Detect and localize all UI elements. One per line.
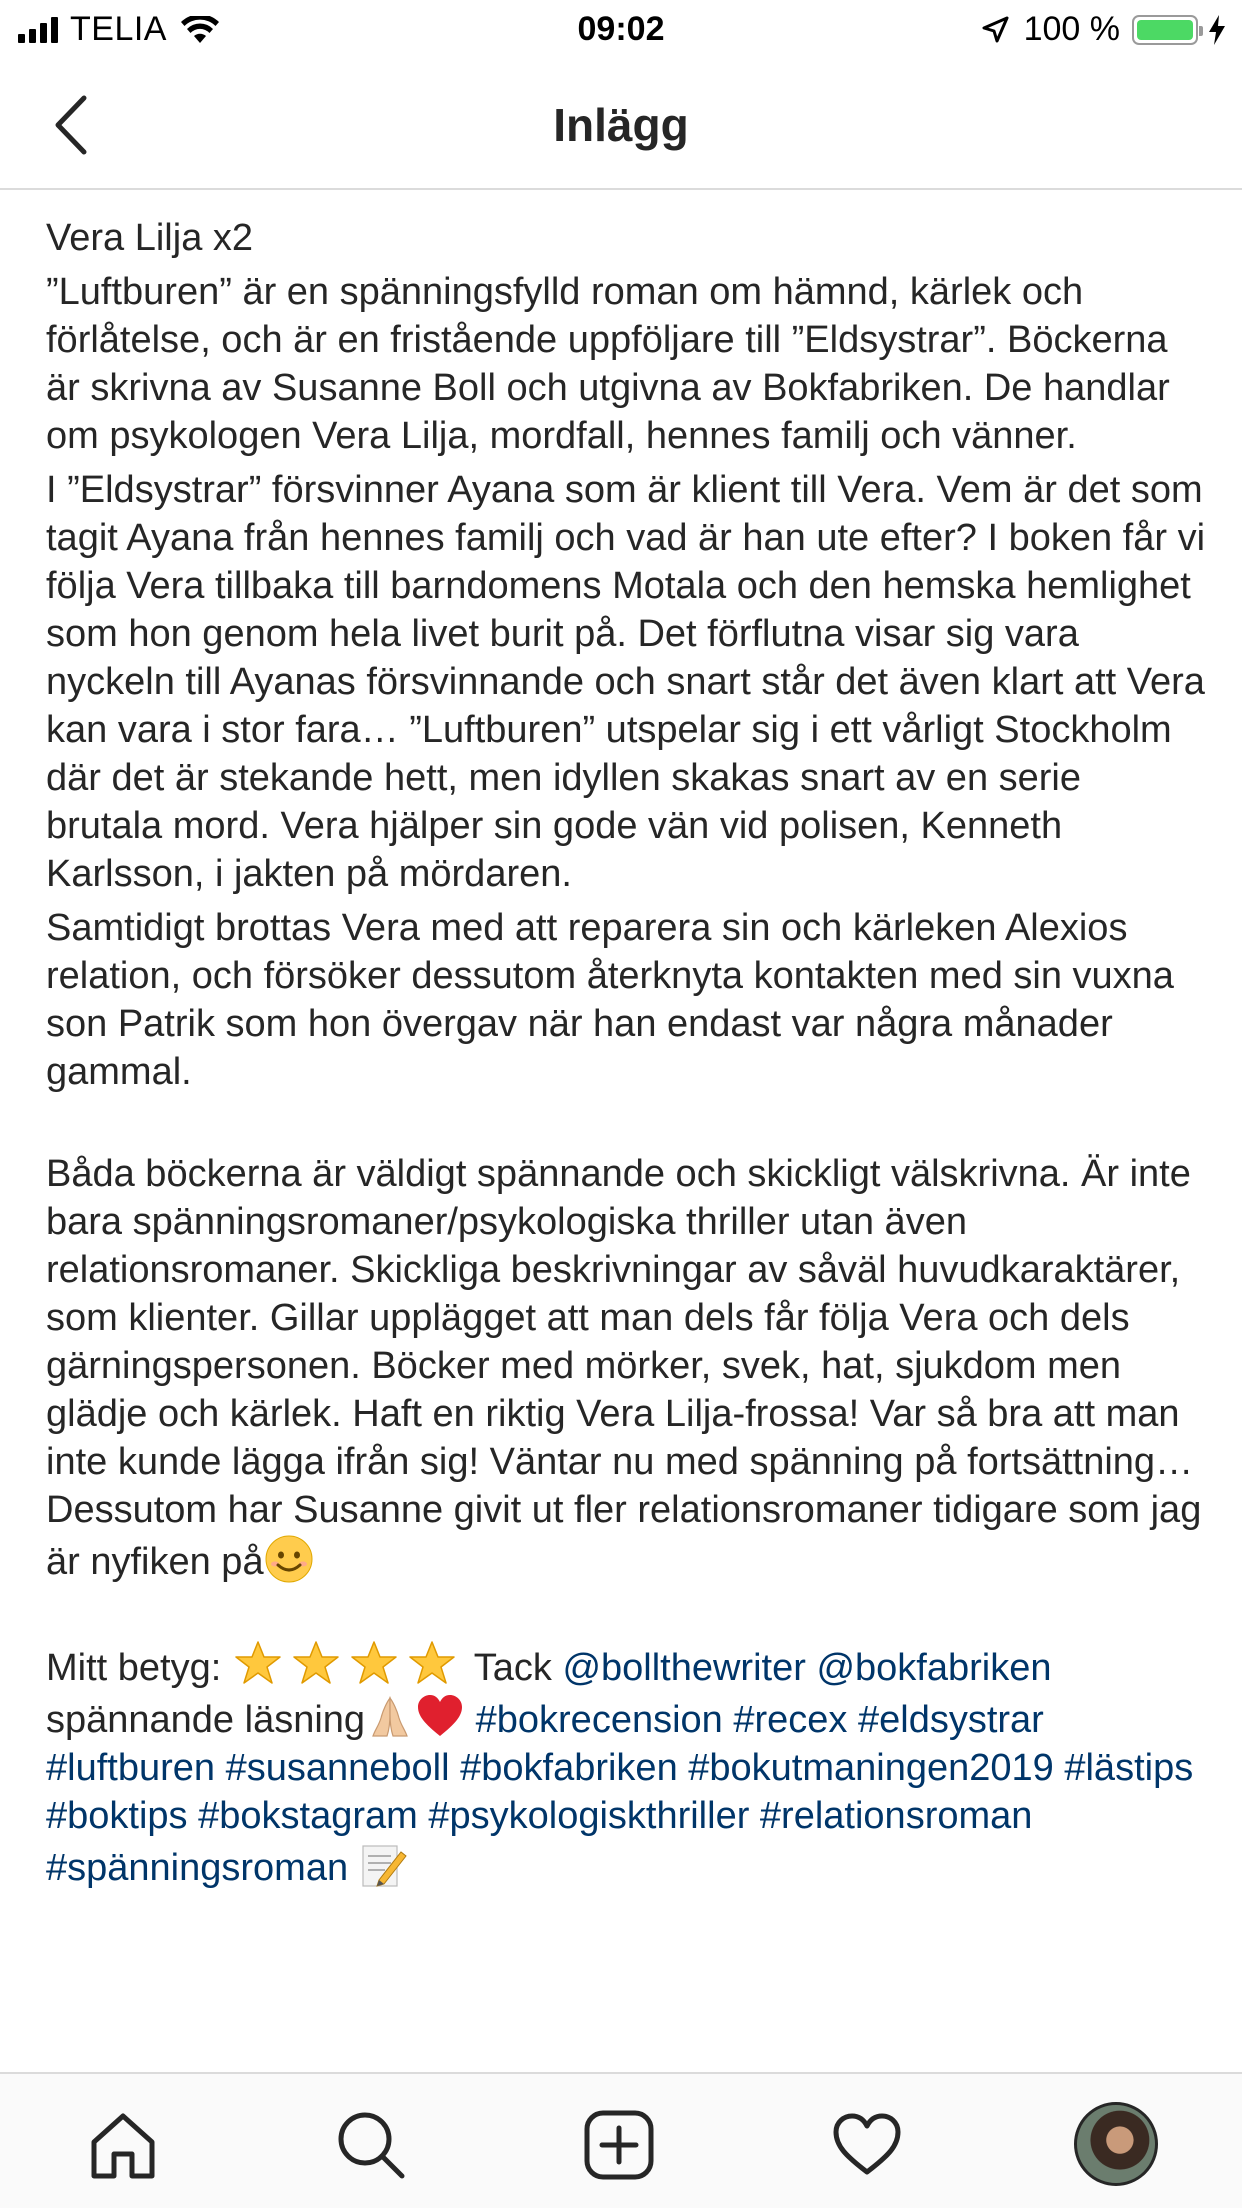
carrier-name: TELIA xyxy=(70,10,167,48)
page-title: Inlägg xyxy=(553,99,689,151)
hashtag-link[interactable]: #bokfabriken xyxy=(460,1747,678,1789)
tab-home[interactable] xyxy=(86,2108,160,2182)
star-emoji-icon xyxy=(232,1640,284,1686)
status-time: 09:02 xyxy=(577,10,665,48)
hashtag-link[interactable]: #bokutmaningen2019 xyxy=(688,1747,1054,1789)
hashtag-link[interactable]: #susanneboll xyxy=(225,1747,450,1789)
hashtag-link[interactable]: #bokstagram xyxy=(198,1795,418,1837)
location-arrow-icon xyxy=(980,15,1010,45)
star-emoji-icon xyxy=(290,1640,342,1686)
battery-percent: 100 % xyxy=(1023,10,1120,48)
caption-paragraph-4 xyxy=(46,1150,1206,1586)
tab-activity[interactable] xyxy=(830,2108,904,2182)
caption-paragraph-3: Samtidigt brottas Vera med att reparera sin och kärleken Alexios relation, och försöker dessutom återknyta kontakten med sin vuxna son Patrik som hon övergav när han endast var några månader gammal. xyxy=(46,907,1174,1093)
hashtag-link[interactable]: #bokrecension xyxy=(475,1699,723,1741)
hashtag-link[interactable]: #boktips xyxy=(46,1795,188,1837)
hashtag-link[interactable]: #relationsroman xyxy=(759,1795,1033,1837)
add-post-icon xyxy=(582,2108,656,2182)
status-right xyxy=(980,10,1228,49)
charging-bolt-icon xyxy=(1206,14,1228,46)
tab-new-post[interactable] xyxy=(582,2108,656,2182)
home-icon xyxy=(86,2108,160,2182)
rating-stars xyxy=(232,1647,464,1689)
nav-header xyxy=(0,60,1242,190)
thanks-label: Tack xyxy=(473,1647,552,1689)
spacer xyxy=(46,1102,1206,1150)
hashtag-link[interactable]: #spänningsroman xyxy=(46,1847,349,1889)
rating-label: Mitt betyg: xyxy=(46,1647,222,1689)
status-bar xyxy=(0,0,1242,60)
red-heart-emoji-icon xyxy=(415,1692,465,1742)
folded-hands-emoji-icon xyxy=(365,1692,415,1742)
caption-paragraph-1: ”Luftburen” är en spänningsfylld roman om hämnd, kärlek och förlåtelse, och är en fristående uppföljare till ”Eldsystrar”. Böckerna är skrivna av Susanne Boll och utgivna av Bokfabriken. De handlar om psykologen Vera Lilja, mordfall, hennes familj och vänner. xyxy=(46,271,1170,457)
caption-paragraph-2: I ”Eldsystrar” försvinner Ayana som är klient till Vera. Vem är det som tagit Ayana från hennes familj och vad är han ute efter? I boken får vi följa Vera tillbaka till barndomens Motala och den hemska hemlighet som hon genom hela livet burit på. Det förflutna visar sig vara nyckeln till Ayanas försvinnande och snart står det även klart att Vera kan vara i stor fara… ”Luftburen” utspelar sig i ett vårligt Stockholm där det är stekande hett, men idyllen skakas snart av en serie brutala mord. Vera hjälper sin gode vän vid polisen, Kenneth Karlsson, i jakten på mördaren. xyxy=(46,469,1206,895)
star-emoji-icon xyxy=(348,1640,400,1686)
battery-icon xyxy=(1132,15,1198,45)
star-emoji-icon xyxy=(406,1640,458,1686)
hashtag-link[interactable]: #eldsystrar xyxy=(857,1699,1044,1741)
battery-nub xyxy=(1199,26,1203,36)
mention-link[interactable]: @bokfabriken xyxy=(816,1647,1052,1689)
search-icon xyxy=(334,2108,408,2182)
spacer xyxy=(46,1592,1206,1640)
battery-fill xyxy=(1137,20,1193,40)
caption-rating-and-tags xyxy=(46,1640,1206,1892)
post-caption xyxy=(46,214,1206,1898)
hashtag-link[interactable]: #luftburen xyxy=(46,1747,216,1789)
mention-link[interactable]: @bollthewriter xyxy=(562,1647,806,1689)
caption-paragraph-4-text: Båda böckerna är väldigt spännande och skickligt välskrivna. Är inte bara spänningsromaner/psykologiska thriller utan även relationsromaner. Skickliga beskrivningar av såväl huvudkaraktärer, som klienter. Gillar upplägget att man dels får följa Vera och dels gärningspersonen. Böcker med mörker, svek, hat, sjukdom men glädje och kärlek. Haft en riktig Vera Lilja-frossa! Var så bra att man inte kunde lägga ifrån sig! Väntar nu med spänning på fortsättning… Dessutom har Susanne givit ut fler relationsromaner tidigare som jag är nyfiken på xyxy=(46,1153,1202,1583)
tab-search[interactable] xyxy=(334,2108,408,2182)
hashtag-link[interactable]: #recex xyxy=(733,1699,848,1741)
profile-avatar[interactable] xyxy=(1074,2102,1158,2186)
hashtag-link[interactable]: #lästips xyxy=(1064,1747,1194,1789)
bottom-tab-bar xyxy=(0,2072,1242,2208)
caption-title-line: Vera Lilja x2 xyxy=(46,217,254,259)
after-mentions-text: spännande läsning xyxy=(46,1699,366,1741)
hashtag-link[interactable]: #psykologiskthriller xyxy=(428,1795,750,1837)
smiling-face-emoji-icon xyxy=(264,1534,314,1584)
activity-heart-icon xyxy=(830,2108,904,2182)
memo-pencil-emoji-icon xyxy=(359,1840,409,1890)
